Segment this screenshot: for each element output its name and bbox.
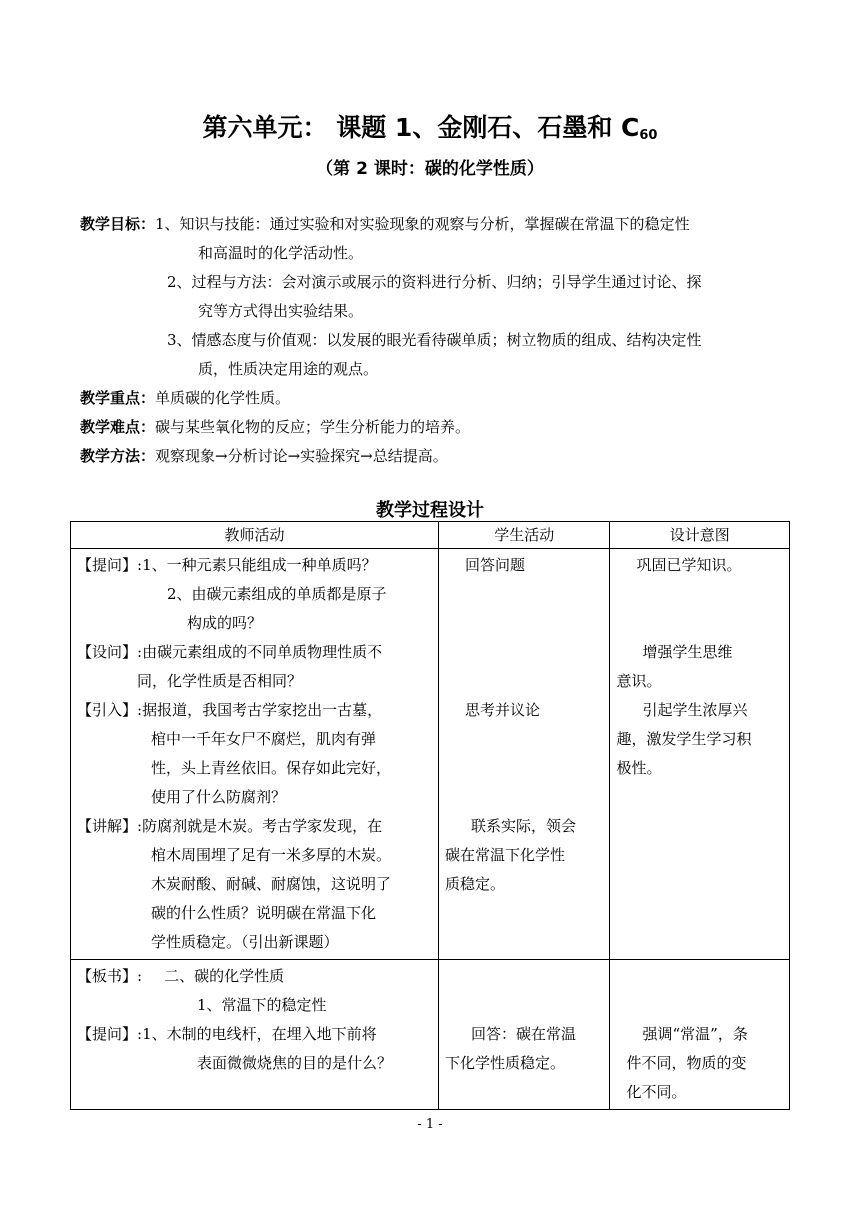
- spacer: [445, 580, 603, 609]
- tag-intro: 【引入】:: [77, 701, 143, 719]
- goal-1-line-1: [80, 210, 790, 239]
- goal-2-text-b: 究等方式得出实验结果。: [198, 302, 364, 320]
- student-text: 联系实际，领会: [471, 817, 577, 835]
- table-header-row: [71, 522, 790, 549]
- student-text: 回答：碳在常温: [471, 1025, 577, 1043]
- row2-text: 表面微微烧焦的目的是什么？: [197, 1054, 393, 1072]
- student-text: 下化学性质稳定。: [445, 1054, 566, 1072]
- goal-1-text-a: 1、知识与技能：通过实验和对实验现象的观察与分析，掌握碳在常温下的稳定性: [155, 215, 690, 233]
- row2-text: 1、常温下的稳定性: [197, 996, 327, 1014]
- row1-text: 构成的吗？: [187, 614, 263, 632]
- row1-text: 学性质稳定。（引出新课题）: [151, 933, 339, 951]
- intent-text: 化不同。: [626, 1083, 687, 1101]
- teacher-cell: [71, 549, 439, 960]
- difficulty-line: [80, 413, 790, 442]
- row2-line: [77, 1020, 432, 1049]
- header-intent: 设计意图: [610, 522, 790, 549]
- row1-text: 据报道，我国考古学家挖出一古墓，: [142, 701, 383, 719]
- tag-setq: 【设问】:: [77, 643, 143, 661]
- row1-text: 2、由碳元素组成的单质都是原子: [167, 585, 387, 603]
- title-subscript: 60: [639, 128, 658, 143]
- key-point-line: [80, 384, 790, 413]
- student-text: 回答问题: [465, 556, 526, 574]
- spacer: [616, 609, 783, 638]
- spacer: [445, 609, 603, 638]
- page-title: [0, 108, 860, 144]
- method-text: 观察现象→分析讨论→实验探究→总结提高。: [155, 447, 448, 465]
- student-cell: [439, 549, 610, 960]
- row1-text: 棺中一千年女尸不腐烂，肌肉有弹: [151, 730, 377, 748]
- intent-text: 趣，激发学生学习积: [616, 730, 752, 748]
- student-text: 碳在常温下化学性: [445, 846, 566, 864]
- teacher-cell: [71, 960, 439, 1110]
- spacer: [445, 725, 603, 754]
- method-label: 教学方法：: [80, 447, 156, 465]
- method-line: [80, 442, 790, 471]
- intent-cell: [610, 549, 790, 960]
- student-text: 思考并议论: [465, 701, 541, 719]
- row1-text: 性，头上青丝依旧。保存如此完好，: [151, 759, 392, 777]
- row1-line: [77, 551, 432, 580]
- intent-text: 引起学生浓厚兴: [642, 701, 748, 719]
- row2-text: 1、木制的电线杆，在埋入地下前将: [142, 1025, 377, 1043]
- row1-text: 1、一种元素只能组成一种单质吗？: [142, 556, 377, 574]
- spacer: [616, 580, 783, 609]
- table-row: [71, 549, 790, 960]
- spacer: [616, 962, 783, 991]
- spacer: [445, 991, 603, 1020]
- row1-text: 碳的什么性质？说明碳在常温下化: [151, 904, 377, 922]
- key-point-label: 教学重点：: [80, 389, 156, 407]
- goals-label: 教学目标：: [80, 215, 156, 233]
- difficulty-label: 教学难点：: [80, 418, 156, 436]
- difficulty-text: 碳与某些氧化物的反应；学生分析能力的培养。: [155, 418, 471, 436]
- row1-text: 防腐剂就是木炭。考古学家发现，在: [142, 817, 383, 835]
- intent-text: 增强学生思维: [642, 643, 733, 661]
- row1-text: 使用了什么防腐剂？: [151, 788, 287, 806]
- row1-line: [77, 638, 432, 667]
- student-text: 质稳定。: [445, 875, 506, 893]
- spacer: [445, 638, 603, 667]
- row2-text: 二、碳的化学性质: [164, 967, 285, 985]
- tag-question: 【提问】:: [77, 556, 143, 574]
- spacer: [445, 962, 603, 991]
- page-number: - 1 -: [417, 1117, 443, 1132]
- teaching-goals: [80, 210, 790, 471]
- intent-text: 强调“常温”，条: [642, 1025, 748, 1043]
- intent-cell: [610, 960, 790, 1110]
- tag-board: 【板书】:: [77, 967, 143, 985]
- row1-text: 棺木周围埋了足有一米多厚的木炭。: [151, 846, 392, 864]
- spacer: [445, 754, 603, 783]
- process-title: 教学过程设计: [376, 500, 484, 521]
- row1-text: 木炭耐酸、耐碱、耐腐蚀，这说明了: [151, 875, 392, 893]
- row2-line: [77, 962, 432, 991]
- row1-line: [77, 696, 432, 725]
- row1-line: [77, 812, 432, 841]
- row1-text: 由碳元素组成的不同单质物理性质不: [142, 643, 383, 661]
- header-teacher: 教师活动: [71, 522, 439, 549]
- page-subtitle: （第 2 课时：碳的化学性质）: [316, 159, 544, 179]
- spacer: [616, 991, 783, 1020]
- header-student: 学生活动: [439, 522, 610, 549]
- goal-1-text-b: 和高温时的化学活动性。: [198, 244, 364, 262]
- goal-3-text-b: 质，性质决定用途的观点。: [198, 360, 379, 378]
- intent-text: 巩固已学知识。: [636, 556, 742, 574]
- intent-text: 意识。: [616, 672, 662, 690]
- process-table: [70, 521, 790, 1110]
- intent-text: 极性。: [616, 759, 662, 777]
- spacer: [445, 667, 603, 696]
- intent-text: 件不同，物质的变: [626, 1054, 747, 1072]
- goal-3-text-a: 3、情感态度与价值观：以发展的眼光看待碳单质；树立物质的组成、结构决定性: [167, 331, 702, 349]
- spacer: [445, 783, 603, 812]
- table-row: [71, 960, 790, 1110]
- key-point-text: 单质碳的化学性质。: [155, 389, 291, 407]
- goal-2-text-a: 2、过程与方法：会对演示或展示的资料进行分析、归纳；引导学生通过讨论、探: [167, 273, 702, 291]
- tag-question: 【提问】:: [77, 1025, 143, 1043]
- row1-text: 同，化学性质是否相同？: [137, 672, 303, 690]
- title-main: 第六单元： 课题 1、金刚石、石墨和 C: [202, 113, 640, 142]
- student-cell: [439, 960, 610, 1110]
- tag-explain: 【讲解】:: [77, 817, 143, 835]
